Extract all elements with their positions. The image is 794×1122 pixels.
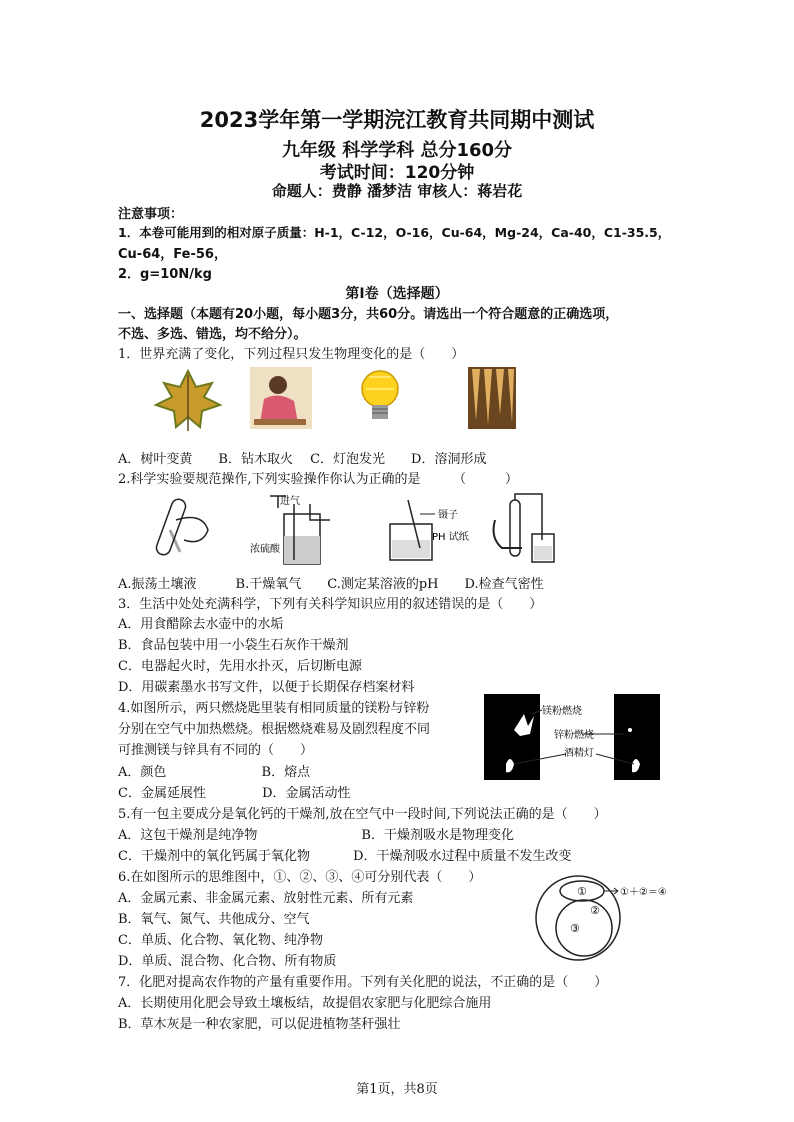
- section-intro-1: 一、选择题（本题有20小题，每小题3分，共60分。请选出一个符合题意的正确选项，: [118, 307, 619, 322]
- q7-option-a: A．长期使用化肥会导致土壤板结，故提倡农家肥与化肥综合施用: [118, 996, 492, 1011]
- circle-2-label: ②: [590, 904, 600, 917]
- notes-heading: 注意事项：: [118, 207, 184, 222]
- q6-option-a: A．金属元素、非金属元素、放射性元素、所有元素: [118, 891, 414, 906]
- q6-venn-diagram: [532, 874, 700, 962]
- q2-options: A.振荡土壤液 B.干燥氧气 C.测定某溶液的pH D.检查气密性: [118, 577, 544, 592]
- drilling-wood-image: [250, 367, 312, 429]
- q5-options-ab: A．这包干燥剂是纯净物 B．干燥剂吸水是物理变化: [118, 828, 514, 843]
- q4-options-ab: A．颜色 B．熔点: [118, 765, 311, 780]
- cave-image: [468, 367, 516, 429]
- label-ph: PH 试纸: [432, 532, 469, 543]
- q3-option-b: B．食品包装中用一小袋生石灰作干燥剂: [118, 638, 349, 653]
- q6-option-d: D．单质、混合物、化合物、所有物质: [118, 954, 337, 969]
- q3-option-d: D．用碳素墨水书写文件，以便于长期保存档案材料: [118, 680, 415, 695]
- circle-1-label: ①: [577, 885, 587, 898]
- q1-images: [150, 365, 550, 435]
- q6-stem: 6.在如图所示的思维图中，①、②、③、④可分别代表（ ）: [118, 870, 482, 885]
- q3-option-a: A．用食醋除去水壶中的水垢: [118, 617, 284, 632]
- q7-option-b: B．草木灰是一种农家肥，可以促进植物茎秆强壮: [118, 1017, 401, 1032]
- airtightness-image: [494, 494, 554, 562]
- q5-options-cd: C．干燥剂中的氧化钙属于氧化物 D．干燥剂吸水过程中质量不发生改变: [118, 849, 572, 864]
- q6-option-b: B．氧气、氮气、共他成分、空气: [118, 912, 310, 927]
- venn-formula: ①＋②＝④: [620, 887, 667, 898]
- q5-stem: 5.有一包主要成分是氧化钙的干燥剂,放在空气中一段时间,下列说法正确的是（ ）: [118, 807, 607, 822]
- lightbulb-image: [362, 371, 398, 419]
- label-tweezers: 镊子: [438, 510, 458, 521]
- q7-stem: 7．化肥对提高农作物的产量有重要作用。下列有关化肥的说法，不正确的是（ ）: [118, 975, 608, 990]
- q4-line3: 可推测镁与锌具有不同的（ ）: [118, 743, 314, 758]
- q3-stem: 3．生活中处处充满科学，下列有关科学知识应用的叙述错误的是（ ）: [118, 597, 543, 612]
- q6-option-c: C．单质、化合物、氧化物、纯净物: [118, 933, 323, 948]
- exam-title: 2023学年第一学期浣江教育共同期中测试: [199, 108, 595, 132]
- leaf-image: [156, 371, 220, 431]
- label-in-gas: 进气: [280, 496, 300, 507]
- q4-combustion-figure: [484, 694, 660, 780]
- q4-options-cd: C．金属延展性 D．金属活动性: [118, 786, 351, 801]
- notes-line2: 2．g=10N/kg: [118, 267, 212, 282]
- label-acid: 浓硫酸: [250, 544, 280, 555]
- gas-washing-bottle-image: [250, 494, 330, 564]
- q2-apparatus-figure: [150, 490, 570, 570]
- label-lamp: 酒精灯: [564, 748, 594, 759]
- q2-stem: 2.科学实验要规范操作,下列实验操作你认为正确的是 （ ）: [118, 472, 519, 487]
- q1-options: A．树叶变黄 B．钻木取火 C．灯泡发光 D．溶洞形成: [118, 452, 487, 467]
- ph-test-image: [390, 500, 469, 560]
- q1-stem: 1．世界充满了变化，下列过程只发生物理变化的是（ ）: [118, 347, 465, 362]
- label-mg: 镁粉燃烧: [542, 706, 582, 717]
- notes-line1: 1．本卷可能用到的相对原子质量：H-1，C-12，O-16，Cu-64，Mg-24，Ca-40，C1-35.5，: [118, 225, 671, 240]
- shaking-test-tube-image: [155, 497, 208, 556]
- exam-authors: 命题人：费静 潘梦洁 审核人：蒋岩花: [271, 182, 523, 200]
- q3-option-c: C．电器起火时，先用水扑灭，后切断电源: [118, 659, 362, 674]
- label-zn: 锌粉燃烧: [554, 730, 594, 741]
- notes-line1b: Cu-64，Fe-56，: [118, 247, 227, 262]
- circle-3-label: ③: [570, 922, 580, 935]
- circle-3: [556, 900, 612, 956]
- q4-line2: 分别在空气中加热燃烧。根据燃烧难易及剧烈程度不同: [118, 722, 431, 737]
- page-number: 第1页，共8页: [356, 1082, 438, 1097]
- q4-line1: 4.如图所示，两只燃烧匙里装有相同质量的镁粉与锌粉: [118, 701, 430, 716]
- exam-time: 考试时间：120分钟: [319, 163, 475, 183]
- section-heading: 第Ⅰ卷（选择题）: [345, 286, 449, 302]
- section-intro-2: 不选、多选、错选，均不给分）。: [118, 327, 307, 342]
- exam-subtitle: 九年级 科学学科 总分160分: [281, 140, 513, 161]
